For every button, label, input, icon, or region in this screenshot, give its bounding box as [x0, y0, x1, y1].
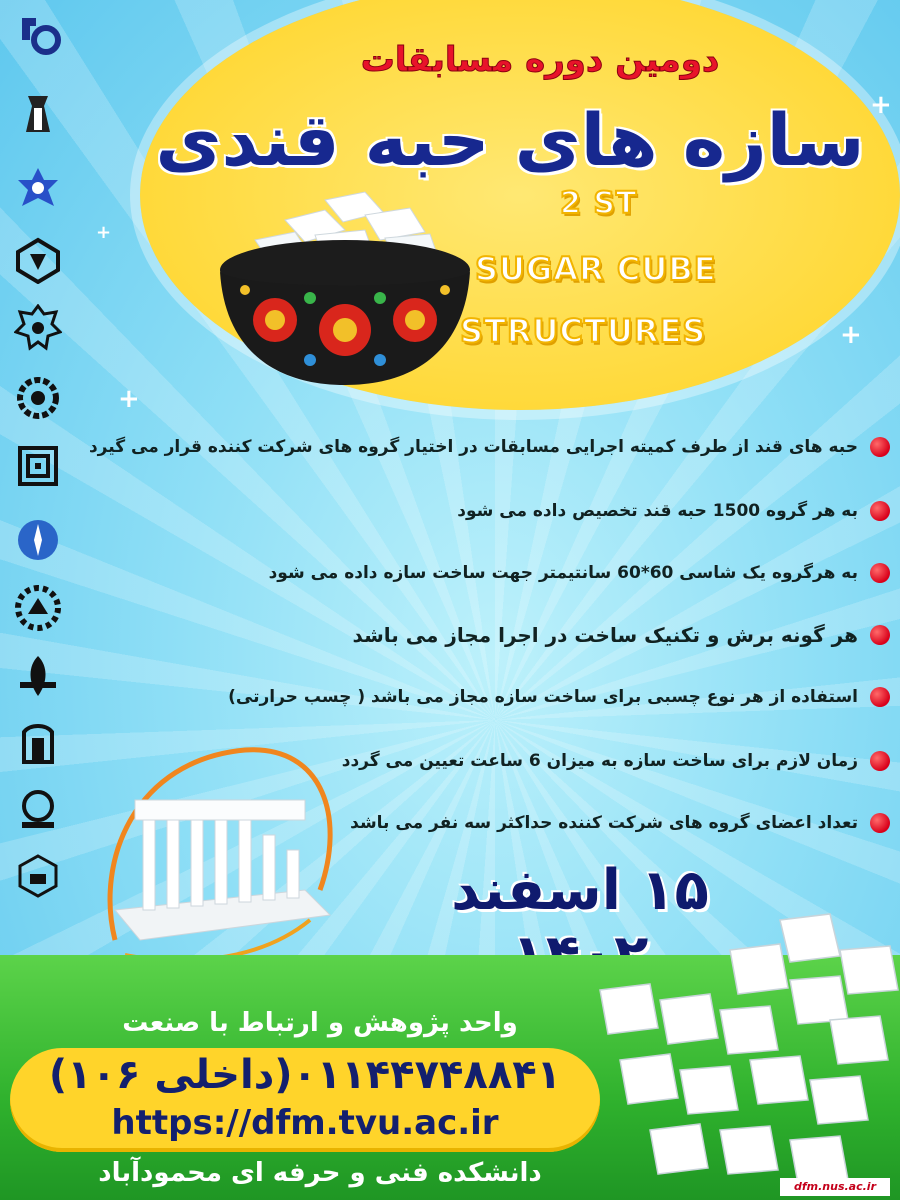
list-item: [100, 494, 890, 528]
university-logo-icon: [14, 516, 62, 564]
university-logo-icon: [14, 442, 62, 490]
university-logo-icon: [14, 786, 62, 834]
university-logo-icon: [14, 718, 62, 766]
event-date: ۱۵ اسفند: [451, 858, 709, 923]
university-logo-icon: [14, 374, 62, 422]
phone-number: ۰۱۱۴۴۷۴۸۸۴۱(داخلی ۱۰۶): [48, 1052, 562, 1098]
university-logo-icon: [14, 12, 62, 60]
sugar-bowl-icon: [215, 180, 475, 390]
bullet-dot-icon: [870, 437, 890, 457]
rule-text: به هرگروه یک شاسی 60*60 سانتیمتر جهت ساخت سازه داده می شود: [268, 563, 858, 583]
list-item: [88, 430, 890, 464]
watermark: dfm.nus.ac.ir: [780, 1178, 890, 1196]
list-item: [100, 618, 890, 652]
department-name: واحد پژوهش و ارتباط با صنعت: [122, 1008, 518, 1038]
university-logo-icon: [14, 304, 62, 352]
rule-text: زمان لازم برای ساخت سازه به میزان 6 ساعت تعیین می گردد: [341, 751, 858, 771]
bullet-dot-icon: [870, 687, 890, 707]
sugar-temple-icon: [95, 740, 335, 970]
english-title-line-3: STRUCTURES: [460, 312, 707, 350]
university-logo-icon: [14, 584, 62, 632]
bullet-dot-icon: [870, 563, 890, 583]
bullet-dot-icon: [870, 625, 890, 645]
university-logo-icon: [14, 236, 62, 284]
rule-text: حبه های قند از طرف کمیته اجرایی مسابقات در اختیار گروه های شرکت کننده قرار می گیرد: [88, 437, 858, 457]
bullet-dot-icon: [870, 751, 890, 771]
english-title-line-2: SUGAR CUBE: [475, 250, 717, 288]
title-subtitle: دومین دوره مسابقات: [360, 40, 720, 80]
rule-text: استفاده از هر نوع چسبی برای ساخت سازه مجاز می باشد ( چسب حرارتی): [228, 687, 858, 707]
college-name: دانشکده فنی و حرفه ای محمودآباد: [98, 1158, 542, 1188]
sparkle-icon: +: [118, 384, 140, 414]
sparkle-icon: +: [840, 320, 862, 350]
rule-text: به هر گروه 1500 حبه قند تخصیص داده می شود: [457, 501, 858, 521]
bullet-dot-icon: [870, 813, 890, 833]
list-item: [100, 680, 890, 714]
english-title-line-1: 2 ST: [560, 186, 638, 221]
university-logo-icon: [14, 166, 62, 214]
sparkle-icon: +: [870, 90, 892, 120]
website-link[interactable]: https://dfm.tvu.ac.ir: [111, 1103, 499, 1143]
list-item: [100, 556, 890, 590]
sparkle-icon: +: [96, 222, 112, 243]
rule-text: تعداد اعضای گروه های شرکت کننده حداکثر سه نفر می باشد: [350, 813, 858, 833]
page-title: سازه های حبه قندی: [155, 98, 865, 182]
rule-text: هر گونه برش و تکنیک ساخت در اجرا مجاز می باشد: [352, 623, 858, 647]
bullet-dot-icon: [870, 501, 890, 521]
university-logo-icon: [14, 852, 62, 900]
university-logo-icon: [14, 652, 62, 700]
university-logo-icon: [14, 90, 62, 138]
sugar-cubes-icon: [590, 910, 900, 1200]
partner-logos: [6, 6, 70, 906]
